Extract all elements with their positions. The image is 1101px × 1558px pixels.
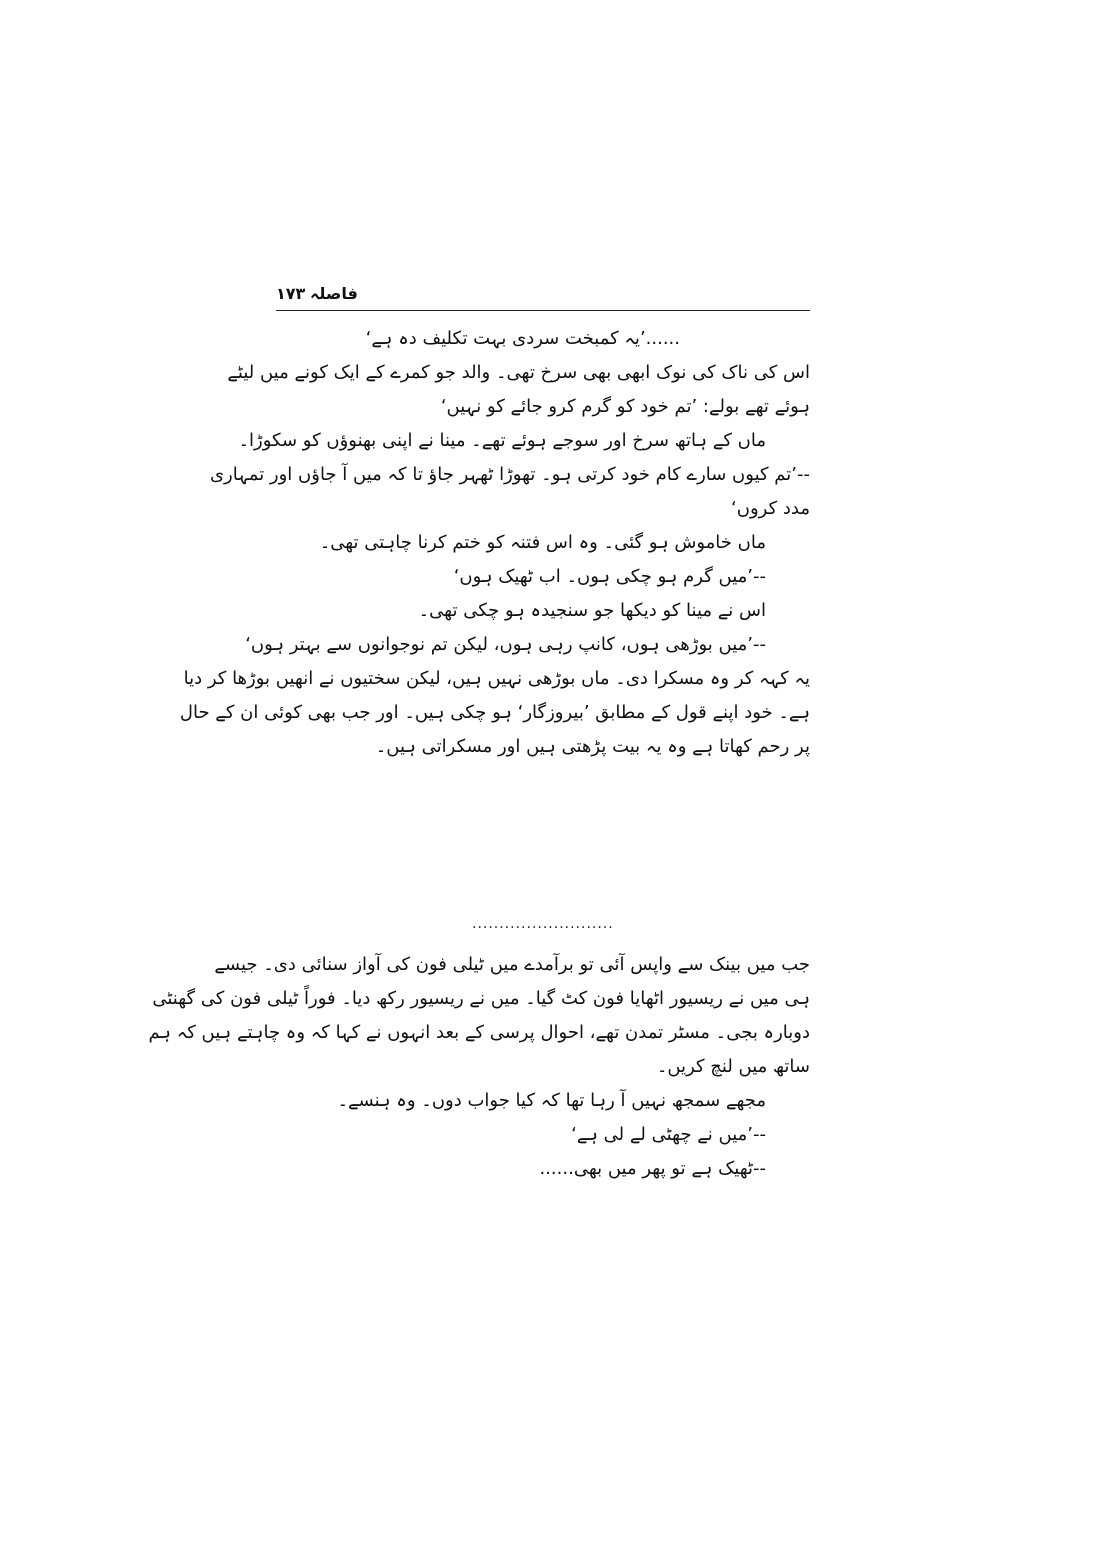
text-line: پر رحم کھاتا ہے وہ یہ بیت پڑھتی ہیں اور مسکراتی ہیں۔ [375,736,810,757]
page-number: ۱۷۳ [276,284,306,303]
page-header [276,282,810,310]
text-line: ماں کے ہاتھ سرخ اور سوجے ہوئے تھے۔ مینا نے اپنی بھنوؤں کو سکوڑا۔ [238,430,766,451]
text-line: مجھے سمجھ نہیں آ رہا تھا کہ کیا جواب دوں۔ وہ ہنسے۔ [337,1090,766,1111]
text-line: جب میں بینک سے واپس آئی تو برآمدے میں ٹیلی فون کی آواز سنائی دی۔ جیسے [214,954,810,975]
text-line: ہوئے تھے بولے: ’تم خود کو گرم کرو جائے کو نہیں‘ [440,396,810,417]
text-line: ہی میں نے ریسیور اٹھایا فون کٹ گیا۔ میں نے ریسیور رکھ دیا۔ فوراً ٹیلی فون کی گھنٹی [152,988,810,1009]
text-line: --’میں گرم ہو چکی ہوں۔ اب ٹھیک ہوں‘ [453,566,766,587]
text-line: ......’یہ کمبخت سردی بہت تکلیف دہ ہے‘ [365,328,680,349]
section-separator: .......................... [472,916,614,932]
text-line: ساتھ میں لنچ کریں۔ [656,1056,810,1077]
text-line: --’تم کیوں سارے کام خود کرتی ہو۔ تھوڑا ٹھہر جاؤ تا کہ میں آ جاؤں اور تمہاری [209,464,810,485]
text-line: ماں خاموش ہو گئی۔ وہ اس فتنہ کو ختم کرنا چاہتی تھی۔ [319,532,766,553]
text-line: مدد کروں‘ [731,498,810,519]
book-title: فاصلہ [310,284,358,303]
text-line: --ٹھیک ہے تو پھر میں بھی...... [539,1158,766,1179]
text-line: دوبارہ بجی۔ مسٹر تمدن تھے، احوال پرسی کے بعد انہوں نے کہا کہ وہ چاہتے ہیں کہ ہم [148,1022,810,1043]
text-line: اس نے مینا کو دیکھا جو سنجیدہ ہو چکی تھی۔ [418,600,766,621]
text-line: --’میں نے چھٹی لے لی ہے‘ [571,1124,766,1145]
text-line: --’میں بوڑھی ہوں، کانپ رہی ہوں، لیکن تم نوجوانوں سے بہتر ہوں‘ [245,634,766,655]
text-line: ہے۔ خود اپنے قول کے مطابق ’بیروزگار‘ ہو چکی ہیں۔ اور جب بھی کوئی ان کے حال [179,702,810,723]
text-line: اس کی ناک کی نوک ابھی بھی سرخ تھی۔ والد جو کمرے کے ایک کونے میں لیٹے [227,362,810,383]
body-text-section-2 [148,948,810,1186]
text-line: یہ کہہ کر وہ مسکرا دی۔ ماں بوڑھی نہیں ہیں، لیکن سختیوں نے انھیں بوڑھا کر دیا [183,668,810,689]
body-text-section-1 [179,322,810,764]
header-rule [276,310,810,311]
